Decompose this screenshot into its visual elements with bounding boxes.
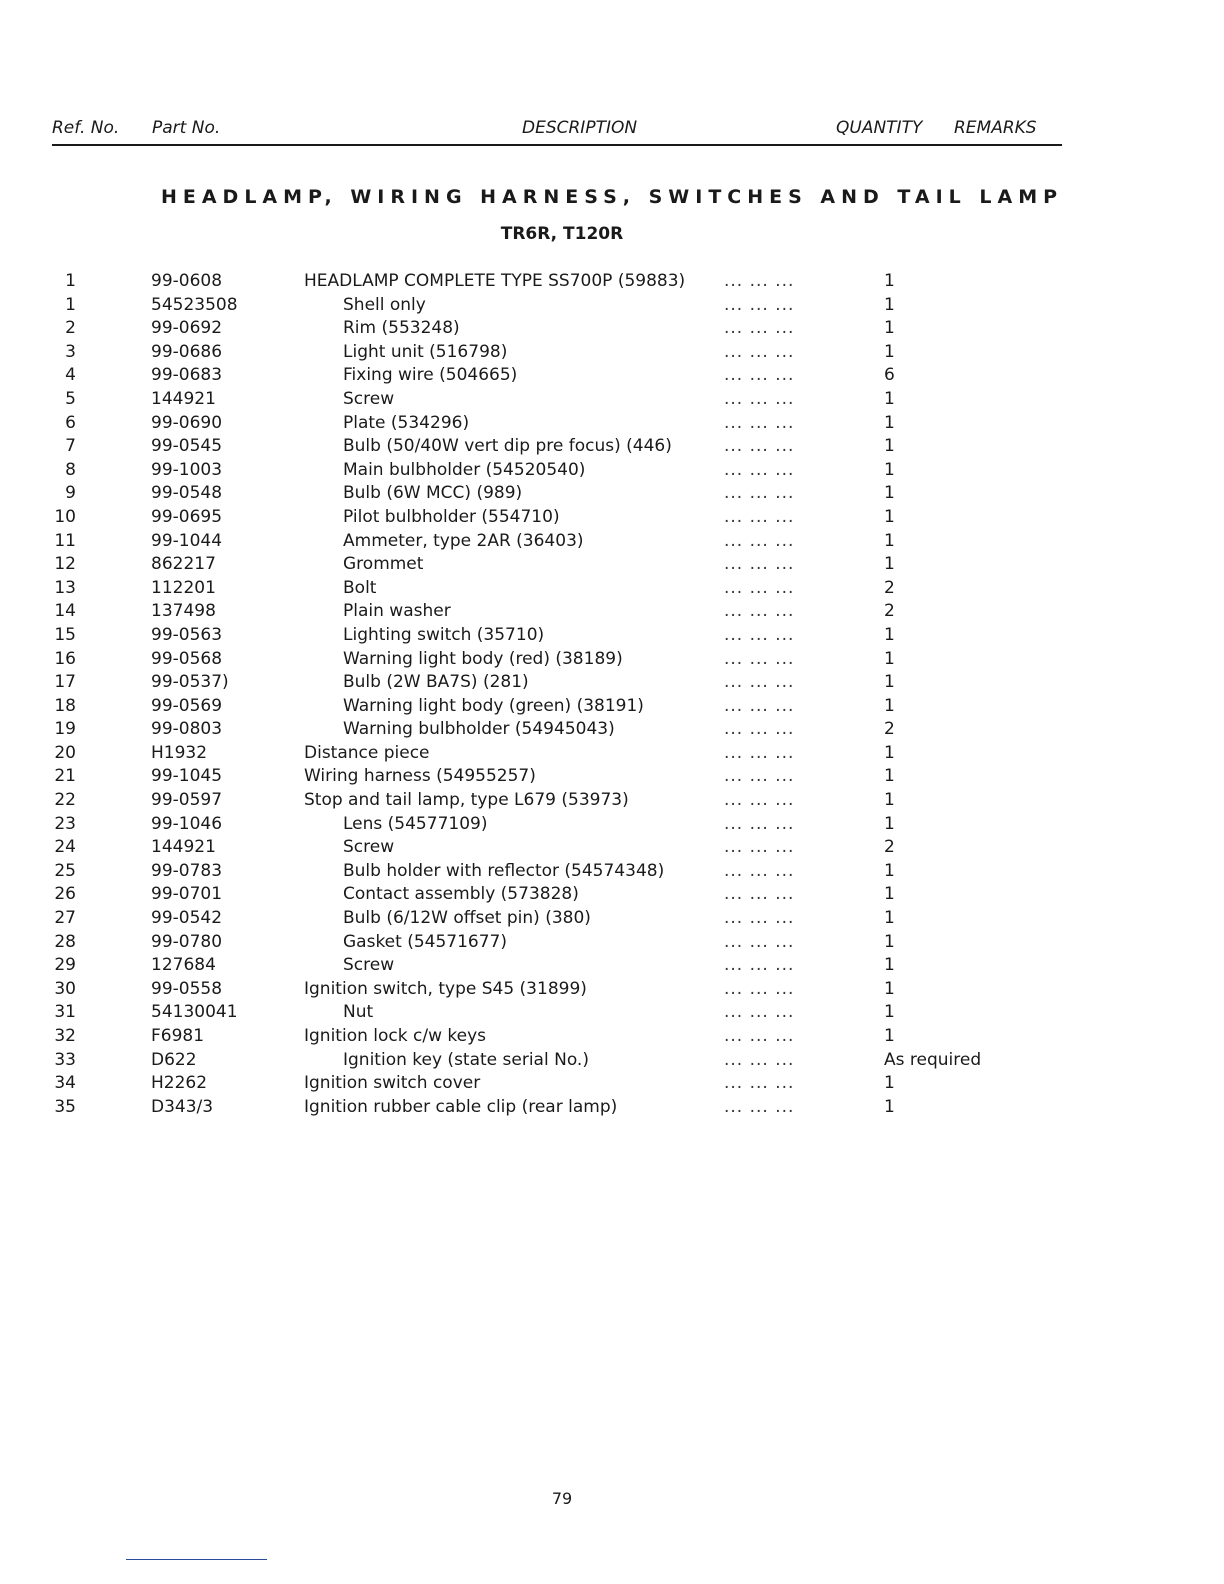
ref-no: 22 — [54, 790, 76, 811]
ref-no: 24 — [54, 837, 76, 858]
description: Distance piece — [304, 742, 430, 763]
description: Plate (534296) — [343, 412, 470, 433]
description: Fixing wire (504665) — [343, 365, 518, 386]
part-no: 99-0568 — [151, 648, 223, 669]
quantity: 1 — [884, 483, 895, 504]
table-row — [0, 364, 1224, 388]
description: Shell only — [343, 294, 426, 315]
part-no: 137498 — [151, 601, 216, 622]
section-subtitle: TR6R, T120R — [500, 224, 624, 244]
part-no: 99-0690 — [151, 412, 223, 433]
table-row — [0, 789, 1224, 813]
table-row — [0, 482, 1224, 506]
part-no: 112201 — [151, 577, 216, 598]
leader-dots: ... ... ... — [724, 530, 795, 551]
quantity: As required — [884, 1049, 982, 1070]
quantity: 1 — [884, 1096, 895, 1117]
part-no: 99-0597 — [151, 790, 223, 811]
ref-no: 29 — [54, 955, 76, 976]
quantity: 2 — [884, 719, 895, 740]
part-no: H1932 — [151, 742, 208, 763]
ref-no: 35 — [54, 1096, 76, 1117]
quantity: 1 — [884, 1002, 895, 1023]
quantity: 1 — [884, 318, 895, 339]
part-no: 99-0683 — [151, 365, 223, 386]
part-no: 99-0608 — [151, 271, 223, 291]
ref-no-header: Ref. No. — [52, 118, 120, 138]
quantity: 1 — [884, 813, 895, 834]
ref-no: 13 — [54, 577, 76, 598]
ref-no: 30 — [54, 978, 76, 999]
description: Nut — [343, 1002, 374, 1023]
ref-no: 9 — [65, 483, 76, 504]
table-row — [0, 718, 1224, 742]
part-no: 99-0686 — [151, 341, 223, 362]
leader-dots: ... ... ... — [724, 648, 795, 669]
quantity: 1 — [884, 624, 895, 645]
quantity: 1 — [884, 884, 895, 905]
parts-list — [0, 270, 1224, 1119]
table-row — [0, 317, 1224, 341]
page-number: 79 — [551, 1489, 573, 1508]
part-no: 99-0558 — [151, 978, 223, 999]
ref-no: 20 — [54, 742, 76, 763]
quantity: 1 — [884, 790, 895, 811]
ref-no: 27 — [54, 908, 76, 929]
table-row — [0, 883, 1224, 907]
description: Warning light body (red) (38189) — [343, 648, 623, 669]
table-row — [0, 270, 1224, 294]
ref-no: 14 — [54, 601, 76, 622]
quantity: 1 — [884, 695, 895, 716]
ref-no: 7 — [65, 436, 76, 457]
part-no: 99-1003 — [151, 459, 223, 480]
table-row — [0, 624, 1224, 648]
description: Ignition switch, type S45 (31899) — [304, 978, 587, 999]
quantity: 1 — [884, 436, 895, 457]
leader-dots: ... ... ... — [724, 1096, 795, 1117]
part-no: 127684 — [151, 955, 216, 976]
quantity-header: QUANTITY — [836, 118, 923, 138]
part-no: 862217 — [151, 554, 216, 575]
ref-no: 16 — [54, 648, 76, 669]
quantity: 1 — [884, 271, 895, 291]
table-row — [0, 412, 1224, 436]
part-no: 99-0545 — [151, 436, 223, 457]
description: Screw — [343, 388, 395, 409]
part-no: 99-0692 — [151, 318, 223, 339]
leader-dots: ... ... ... — [724, 577, 795, 598]
quantity: 1 — [884, 412, 895, 433]
leader-dots: ... ... ... — [724, 955, 795, 976]
leader-dots: ... ... ... — [724, 931, 795, 952]
description: Wiring harness (54955257) — [304, 766, 536, 787]
part-no: D622 — [151, 1049, 197, 1070]
ref-no: 11 — [54, 530, 76, 551]
quantity: 2 — [884, 577, 895, 598]
leader-dots: ... ... ... — [724, 1049, 795, 1070]
leader-dots: ... ... ... — [724, 624, 795, 645]
description: Rim (553248) — [343, 318, 460, 339]
table-row — [0, 907, 1224, 931]
table-row — [0, 1025, 1224, 1049]
description: Lighting switch (35710) — [343, 624, 545, 645]
quantity: 1 — [884, 648, 895, 669]
ref-no: 2 — [65, 318, 76, 339]
description: Bulb (6/12W offset pin) (380) — [343, 908, 591, 929]
leader-dots: ... ... ... — [724, 978, 795, 999]
description: Warning bulbholder (54945043) — [343, 719, 615, 740]
column-headers — [52, 116, 1062, 146]
part-no: 99-1045 — [151, 766, 223, 787]
quantity: 2 — [884, 837, 895, 858]
leader-dots: ... ... ... — [724, 483, 795, 504]
part-no: 99-0780 — [151, 931, 223, 952]
table-row — [0, 931, 1224, 955]
leader-dots: ... ... ... — [724, 742, 795, 763]
leader-dots: ... ... ... — [724, 1026, 795, 1046]
leader-dots: ... ... ... — [724, 318, 795, 339]
description: Contact assembly (573828) — [343, 884, 579, 905]
ref-no: 19 — [54, 719, 76, 740]
quantity: 1 — [884, 742, 895, 763]
description: Ignition rubber cable clip (rear lamp) — [304, 1096, 618, 1117]
part-no: 99-0701 — [151, 884, 223, 905]
description: Bulb (2W BA7S) (281) — [343, 672, 529, 693]
description: HEADLAMP COMPLETE TYPE SS700P (59883) — [304, 271, 686, 291]
description-header: DESCRIPTION — [522, 118, 638, 138]
description: Ignition key (state serial No.) — [343, 1049, 589, 1070]
quantity: 1 — [884, 672, 895, 693]
part-no: 99-0542 — [151, 908, 223, 929]
leader-dots: ... ... ... — [724, 884, 795, 905]
quantity: 1 — [884, 554, 895, 575]
description: Pilot bulbholder (554710) — [343, 506, 560, 527]
table-row — [0, 600, 1224, 624]
quantity: 6 — [884, 365, 895, 386]
part-no: 99-0695 — [151, 506, 223, 527]
ref-no: 21 — [54, 766, 76, 787]
part-no: 99-0563 — [151, 624, 223, 645]
leader-dots: ... ... ... — [724, 365, 795, 386]
table-row — [0, 836, 1224, 860]
quantity: 1 — [884, 294, 895, 315]
table-row — [0, 813, 1224, 837]
table-row — [0, 506, 1224, 530]
leader-dots: ... ... ... — [724, 554, 795, 575]
description: Lens (54577109) — [343, 813, 488, 834]
leader-dots: ... ... ... — [724, 341, 795, 362]
part-no: 54523508 — [151, 294, 238, 315]
description: Bulb (6W MCC) (989) — [343, 483, 523, 504]
quantity: 1 — [884, 955, 895, 976]
leader-dots: ... ... ... — [724, 388, 795, 409]
ref-no: 10 — [54, 506, 76, 527]
leader-dots: ... ... ... — [724, 412, 795, 433]
quantity: 1 — [884, 978, 895, 999]
description: Gasket (54571677) — [343, 931, 508, 952]
part-no-header: Part No. — [152, 118, 221, 138]
description: Warning light body (green) (38191) — [343, 695, 644, 716]
leader-dots: ... ... ... — [724, 860, 795, 881]
leader-dots: ... ... ... — [724, 837, 795, 858]
table-row — [0, 553, 1224, 577]
table-row — [0, 671, 1224, 695]
table-row — [0, 648, 1224, 672]
description: Screw — [343, 837, 395, 858]
table-row — [0, 978, 1224, 1002]
footer-rule — [126, 1559, 267, 1560]
leader-dots: ... ... ... — [724, 672, 795, 693]
leader-dots: ... ... ... — [724, 766, 795, 787]
description: Bolt — [343, 577, 377, 598]
quantity: 1 — [884, 908, 895, 929]
ref-no: 32 — [54, 1026, 76, 1046]
quantity: 1 — [884, 931, 895, 952]
quantity: 2 — [884, 601, 895, 622]
ref-no: 34 — [54, 1073, 76, 1094]
ref-no: 18 — [54, 695, 76, 716]
leader-dots: ... ... ... — [724, 790, 795, 811]
leader-dots: ... ... ... — [724, 719, 795, 740]
table-row — [0, 388, 1224, 412]
description: Stop and tail lamp, type L679 (53973) — [304, 790, 629, 811]
ref-no: 3 — [65, 341, 76, 362]
part-no: 144921 — [151, 388, 216, 409]
part-no: 99-1046 — [151, 813, 223, 834]
description: Bulb (50/40W vert dip pre focus) (446) — [343, 436, 672, 457]
ref-no: 28 — [54, 931, 76, 952]
quantity: 1 — [884, 766, 895, 787]
quantity: 1 — [884, 1026, 895, 1046]
table-row — [0, 435, 1224, 459]
description: Bulb holder with reflector (54574348) — [343, 860, 665, 881]
table-row — [0, 954, 1224, 978]
description: Light unit (516798) — [343, 341, 508, 362]
leader-dots: ... ... ... — [724, 436, 795, 457]
ref-no: 6 — [65, 412, 76, 433]
leader-dots: ... ... ... — [724, 813, 795, 834]
part-no: F6981 — [151, 1026, 205, 1046]
leader-dots: ... ... ... — [724, 695, 795, 716]
description: Ignition switch cover — [304, 1073, 481, 1094]
description: Screw — [343, 955, 395, 976]
part-no: 99-0783 — [151, 860, 223, 881]
table-row — [0, 742, 1224, 766]
table-row — [0, 1049, 1224, 1073]
part-no: D343/3 — [151, 1096, 214, 1117]
ref-no: 23 — [54, 813, 76, 834]
table-row — [0, 765, 1224, 789]
table-row — [0, 695, 1224, 719]
table-row — [0, 459, 1224, 483]
part-no: 99-0548 — [151, 483, 223, 504]
part-no: 99-1044 — [151, 530, 223, 551]
ref-no: 15 — [54, 624, 76, 645]
leader-dots: ... ... ... — [724, 506, 795, 527]
part-no: 144921 — [151, 837, 216, 858]
ref-no: 31 — [54, 1002, 76, 1023]
table-row — [0, 530, 1224, 554]
part-no: 54130041 — [151, 1002, 238, 1023]
leader-dots: ... ... ... — [724, 1073, 795, 1094]
description: Plain washer — [343, 601, 451, 622]
leader-dots: ... ... ... — [724, 271, 795, 291]
leader-dots: ... ... ... — [724, 601, 795, 622]
leader-dots: ... ... ... — [724, 294, 795, 315]
ref-no: 4 — [65, 365, 76, 386]
description: Ignition lock c/w keys — [304, 1026, 486, 1046]
leader-dots: ... ... ... — [724, 908, 795, 929]
table-row — [0, 1001, 1224, 1025]
table-row — [0, 577, 1224, 601]
quantity: 1 — [884, 388, 895, 409]
ref-no: 1 — [65, 271, 76, 291]
table-row — [0, 294, 1224, 318]
part-no: 99-0803 — [151, 719, 223, 740]
description: Grommet — [343, 554, 424, 575]
quantity: 1 — [884, 860, 895, 881]
part-no: H2262 — [151, 1073, 208, 1094]
ref-no: 12 — [54, 554, 76, 575]
table-row — [0, 860, 1224, 884]
table-row — [0, 1072, 1224, 1096]
table-row — [0, 341, 1224, 365]
section-title: HEADLAMP, WIRING HARNESS, SWITCHES AND TAIL LAMP — [160, 186, 1064, 208]
ref-no: 8 — [65, 459, 76, 480]
ref-no: 1 — [65, 294, 76, 315]
ref-no: 5 — [65, 388, 76, 409]
description: Main bulbholder (54520540) — [343, 459, 586, 480]
quantity: 1 — [884, 459, 895, 480]
ref-no: 26 — [54, 884, 76, 905]
leader-dots: ... ... ... — [724, 1002, 795, 1023]
quantity: 1 — [884, 341, 895, 362]
quantity: 1 — [884, 506, 895, 527]
table-row — [0, 1096, 1224, 1120]
ref-no: 25 — [54, 860, 76, 881]
remarks-header: REMARKS — [954, 118, 1037, 138]
ref-no: 33 — [54, 1049, 76, 1070]
part-no: 99-0569 — [151, 695, 223, 716]
part-no: 99-0537) — [151, 672, 229, 693]
description: Ammeter, type 2AR (36403) — [343, 530, 584, 551]
quantity: 1 — [884, 1073, 895, 1094]
ref-no: 17 — [54, 672, 76, 693]
leader-dots: ... ... ... — [724, 459, 795, 480]
quantity: 1 — [884, 530, 895, 551]
